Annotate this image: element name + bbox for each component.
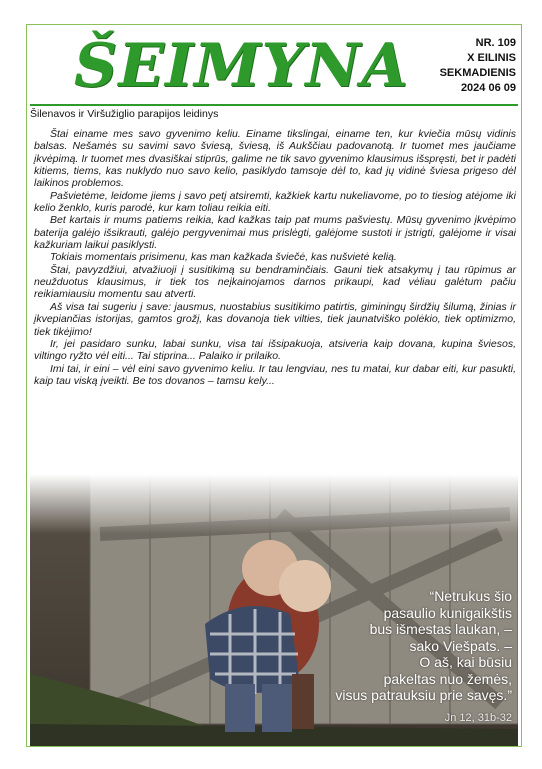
issue-day: SEKMADIENIS xyxy=(439,67,516,79)
article-paragraph: Ir, jei pasidaro sunku, labai sunku, visa tai išsipakuoja, atsiveria kaip dovana, kupina šviesos, viltingo ryžto vėl eiti... Tai stiprina... Palaiko ir prilaiko. xyxy=(34,337,516,363)
quote-line: pasaulio kunigaikštis xyxy=(383,604,512,621)
quote-line: “Netrukus šio xyxy=(429,588,512,604)
scripture-quote xyxy=(272,588,512,726)
quote-line: pakeltas nuo žemės, xyxy=(383,670,512,687)
article-paragraph: Štai einame mes savo gyvenimo keliu. Einame tikslingai, einame ten, kur kviečia mūsų vidinis balsas. Nešamės su savimi savo šviesą, šviesą, iš Aukščiau padovanotą. Ir tuomet mes jaučiame įkvėpimą. Ir tuomet mes dvasiškai stiprūs, galime ne tik savo gyvenimo klausimus išspręsti, bet ir padėti kitiems, tiems, kas nuklydo nuo savo kelio, pasiklydo tamsoje dėl to, kad jų vidinė šviesa prigeso dėl laikinos problemos. xyxy=(34,128,516,190)
quote-line: O aš, kai būsiu xyxy=(419,654,512,670)
article-paragraph: Štai, pavyzdžiui, atvažiuoji į susitikimą su bendraminčiais. Gauni tiek atsakymų į tau rūpimus ar neužduotus klausimus, ir tiek tos neįkainojamos darnos prikaupi, kad vėliau galėtum pačiu reikiamiausiu momentu sau atverti. xyxy=(34,263,516,301)
quote-line: sako Viešpats. – xyxy=(409,637,512,654)
issue-number: NR. 109 xyxy=(475,37,516,49)
quote-reference: Jn 12, 31b-32 xyxy=(444,711,512,724)
article-paragraph: Pašvietėme, leidome jiems į savo petį atsiremti, kažkiek kartu nukeliavome, po to tiesiog atėjome iki kelio ženklo, kuris parodė, kur kam toliau reikia eiti. xyxy=(34,189,516,215)
issue-info xyxy=(406,36,516,96)
issue-date: 2024 06 09 xyxy=(460,82,516,94)
newsletter-subtitle: Šilenavos ir Viršužiglio parapijos leidinys xyxy=(30,108,219,120)
article-paragraph: Imi tai, ir eini – vėl eini savo gyvenimo keliu. Ir tau lengviau, nes tu matai, kur dabar eiti, kur pasukti, kaip tau viską įveikti. Be tos dovanos – tamsu kely... xyxy=(34,362,516,387)
article-body xyxy=(34,128,516,387)
masthead xyxy=(74,30,434,102)
newsletter-title: ŠEIMYNA xyxy=(74,31,409,101)
article-paragraph: Tokiais momentais prisimenu, kas man kažkada šviečė, kas nušvietė kelią. xyxy=(50,251,397,264)
article-paragraph: Aš visa tai sugeriu į save: jausmus, nuostabius susitikimo patirtis, giminingų širdžių šilumą, žinias ir įkvepiančias istorijas, gamtos grožį, kas dovanoja tiek vilties, tiek jaunatviško polėkio, tiek optimizmo, tiek tikėjimo! xyxy=(34,300,516,338)
issue-edition: X EILINIS xyxy=(467,52,516,64)
quote-line: visus patrauksiu prie savęs.” xyxy=(335,687,512,703)
quote-line: bus išmestas laukan, – xyxy=(369,621,512,637)
article-paragraph: Bet kartais ir mums patiems reikia, kad kažkas taip pat mums pašviestų. Mūsų gyvenimo įkvėpimo baterija galėjo išsikrauti, galėjo pergyvenimai mus prislėgti, galėjome sustoti ir įstrigti, galėjome ir visai kažkuriam laikui pasiklysti. xyxy=(34,214,516,252)
